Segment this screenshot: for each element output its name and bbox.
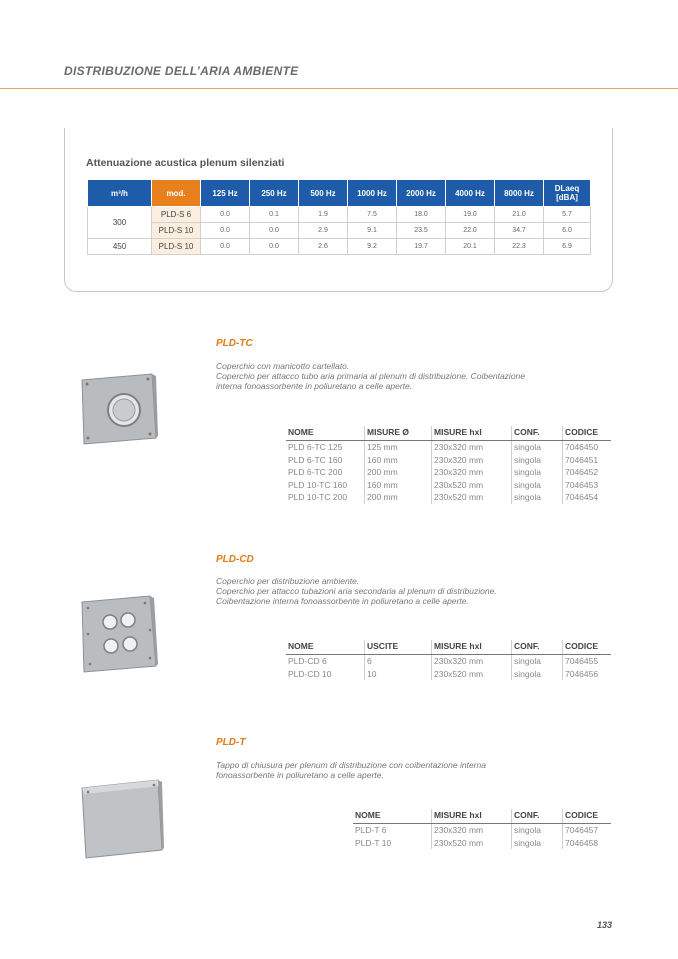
cell-conf: singola [512,491,563,504]
flow-cell: 450 [88,239,152,255]
col-header-model: mod. [152,180,201,207]
flow-cell: 300 [88,207,152,239]
col-header-nome: NOME [353,809,432,824]
cell-misure-hxl: 230x320 mm [432,466,512,479]
pld-cd-table [286,640,611,680]
col-header-misure-hxl: MISURE hxl [432,640,512,655]
col-header-misure-hxl: MISURE hxl [432,426,512,441]
table-row [286,668,611,681]
cell-codice: 7046454 [563,491,612,504]
pld-t-header-row [353,809,611,824]
col-header-2000hz: 2000 Hz [397,180,446,207]
col-header-dlaeq [544,180,591,207]
value-cell: 0.0 [201,207,250,223]
pld-tc-header-row [286,426,611,441]
col-header-conf: CONF. [512,640,563,655]
table-row [88,207,591,223]
value-cell: 0.0 [250,239,299,255]
attenuation-title: Attenuazione acustica plenum silenziati [86,157,285,169]
header-divider [0,88,678,89]
model-cell: PLD-S 10 [152,223,201,239]
pld-cd-title: PLD-CD [216,554,254,565]
value-cell: 7.5 [348,207,397,223]
cell-misure-diam: 160 mm [365,479,432,492]
pld-tc-table [286,426,611,504]
pld-cd-description [216,576,596,606]
cell-misure-diam: 200 mm [365,466,432,479]
col-header-nome: NOME [286,640,365,655]
cell-nome: PLD 6-TC 200 [288,467,343,478]
table-row [286,454,611,467]
pld-t-table [353,809,611,849]
attenuation-table [87,179,591,255]
col-header-conf: CONF. [512,809,563,824]
cell-conf: singola [512,454,563,467]
pld-tc-description [216,361,596,391]
pld-t-description [216,760,596,780]
table-row [286,479,611,492]
table-row [286,655,611,668]
cell-codice: 7046458 [563,837,612,850]
cell-nome: PLD 6-TC 160 [288,454,343,465]
col-header-500hz: 500 Hz [299,180,348,207]
cell-codice: 7046451 [563,454,612,467]
value-cell: 23.5 [397,223,446,239]
dba-unit-label: [dBA] [556,193,578,202]
pld-tc-title: PLD-TC [216,338,253,349]
value-cell: 0.0 [201,223,250,239]
cell-conf: singola [512,479,563,492]
col-header-8000hz: 8000 Hz [495,180,544,207]
table-row [286,491,611,504]
desc-line: interna fonoassorbente in poliuretano a celle aperte. [216,381,413,391]
cell-codice: 7046452 [563,466,612,479]
value-cell: 18.0 [397,207,446,223]
cell-uscite: 6 [365,655,432,668]
cell-conf: singola [512,837,563,850]
col-header-250hz: 250 Hz [250,180,299,207]
col-header-nome: NOME [286,426,365,441]
cell-misure-diam: 125 mm [365,441,432,454]
table-row [353,824,611,837]
col-header-uscite: USCITE [365,640,432,655]
cell-misure-hxl: 230x320 mm [432,824,512,837]
cell-misure-diam: 160 mm [365,454,432,467]
cell-misure-hxl: 230x520 mm [432,668,512,681]
value-cell: 34.7 [495,223,544,239]
cell-codice: 7046450 [563,441,612,454]
col-header-misure-hxl: MISURE hxl [432,809,512,824]
desc-line: Coibentazione interna fonoassorbente in poliuretano a celle aperte. [216,596,469,606]
cell-codice: 7046456 [563,668,612,681]
pld-t-product-image [80,778,164,860]
col-header-codice: CODICE [563,640,612,655]
dlaeq-label: DLaeq [554,184,580,193]
value-cell: 6.9 [544,239,591,255]
value-cell: 22.3 [495,239,544,255]
cell-codice: 7046453 [563,479,612,492]
attenuation-header-row [88,180,591,207]
pld-t-title: PLD-T [216,737,246,748]
value-cell: 19.7 [397,239,446,255]
cell-nome: PLD 10-TC 160 [288,479,348,490]
col-header-misure-diam: MISURE Ø [365,426,432,441]
value-cell: 0.0 [250,223,299,239]
col-header-codice: CODICE [563,809,612,824]
desc-line: Coperchio con manicotto cartellato. [216,361,350,371]
col-header-4000hz: 4000 Hz [446,180,495,207]
section-header-title: DISTRIBUZIONE DELL’ARIA AMBIENTE [64,64,299,78]
table-row [88,223,591,239]
col-header-codice: CODICE [563,426,612,441]
cell-misure-diam: 200 mm [365,491,432,504]
cell-codice: 7046455 [563,655,612,668]
cell-conf: singola [512,824,563,837]
desc-line: fonoassorbente in poliuretano a celle aperte. [216,770,384,780]
value-cell: 19.0 [446,207,495,223]
value-cell: 0.0 [201,239,250,255]
value-cell: 5.7 [544,207,591,223]
pld-tc-product-image [80,372,158,446]
cell-nome: PLD-CD 10 [288,668,332,679]
col-header-125hz: 125 Hz [201,180,250,207]
value-cell: 2.9 [299,223,348,239]
cell-misure-hxl: 230x320 mm [432,655,512,668]
cell-conf: singola [512,668,563,681]
cell-conf: singola [512,655,563,668]
cell-misure-hxl: 230x320 mm [432,454,512,467]
value-cell: 0.1 [250,207,299,223]
cell-misure-hxl: 230x520 mm [432,837,512,850]
desc-line: Tappo di chiusura per plenum di distribuzione con coibentazione interna [216,760,486,770]
cell-misure-hxl: 230x320 mm [432,441,512,454]
table-row [286,466,611,479]
value-cell: 9.1 [348,223,397,239]
value-cell: 21.0 [495,207,544,223]
cell-nome: PLD 10-TC 200 [288,492,348,503]
table-row [286,441,611,454]
cell-misure-hxl: 230x520 mm [432,479,512,492]
value-cell: 20.1 [446,239,495,255]
model-cell: PLD-S 6 [152,207,201,223]
model-cell: PLD-S 10 [152,239,201,255]
cell-codice: 7046457 [563,824,612,837]
value-cell: 1.9 [299,207,348,223]
cell-uscite: 10 [365,668,432,681]
page-number: 133 [597,920,613,930]
cell-conf: singola [512,466,563,479]
table-row [88,239,591,255]
pld-cd-header-row [286,640,611,655]
value-cell: 6.0 [544,223,591,239]
desc-line: Coperchio per attacco tubo aria primaria al plenum di distribuzione. Coibentazione [216,371,526,381]
desc-line: Coperchio per attacco tubazioni aria secondaria al plenum di distribuzione. [216,586,497,596]
cell-nome: PLD 6-TC 125 [288,442,343,453]
col-header-conf: CONF. [512,426,563,441]
cell-nome: PLD-T 6 [355,825,387,836]
col-header-1000hz: 1000 Hz [348,180,397,207]
col-header-flow: m³/h [88,180,152,207]
value-cell: 2.6 [299,239,348,255]
cell-misure-hxl: 230x520 mm [432,491,512,504]
cell-conf: singola [512,441,563,454]
cell-nome: PLD-CD 6 [288,656,327,667]
value-cell: 9.2 [348,239,397,255]
cell-nome: PLD-T 10 [355,837,392,848]
value-cell: 22.0 [446,223,495,239]
table-row [353,837,611,850]
desc-line: Coperchio per distribuzione ambiente. [216,576,360,586]
pld-cd-product-image [80,594,158,674]
